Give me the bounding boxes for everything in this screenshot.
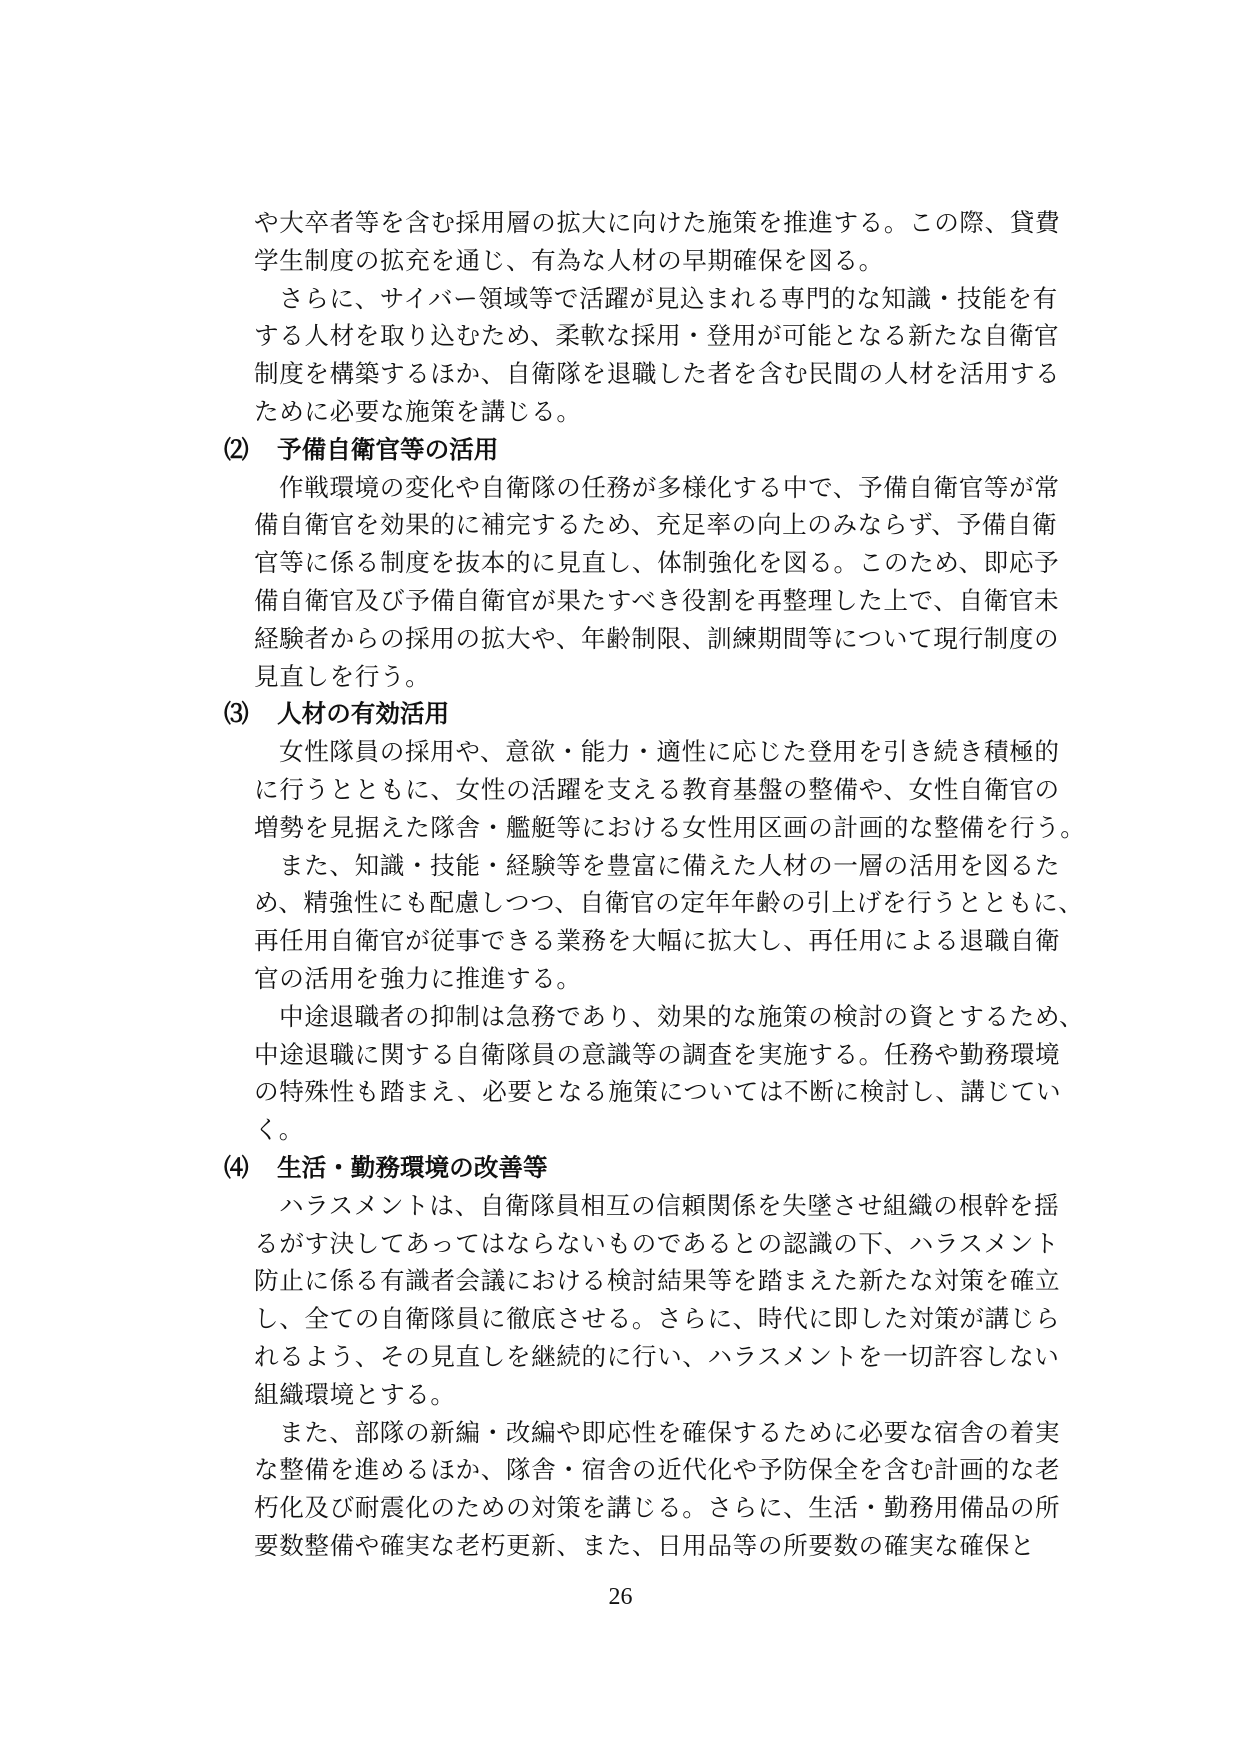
page-number: 26 xyxy=(608,1584,633,1610)
paragraph-line: 官の活用を強力に推進する。 xyxy=(254,963,582,993)
paragraph xyxy=(254,469,1060,696)
paragraph xyxy=(254,998,1085,1149)
paragraph-line: さらに、サイバー領域等で活躍が見込まれる専門的な知識・技能を有 xyxy=(279,283,1058,313)
paragraph-line: 増勢を見据えた隊舎・艦艇等における女性用区画の計画的な整備を行う。 xyxy=(254,812,1086,842)
paragraph-line: 備自衛官及び予備自衛官が果たすべき役割を再整理した上で、自衛官未 xyxy=(254,585,1060,615)
paragraph-line: また、部隊の新編・改編や即応性を確保するために必要な宿舎の着実 xyxy=(279,1417,1061,1447)
paragraph-line: 備自衛官を効果的に補完するため、充足率の向上のみならず、予備自衛 xyxy=(254,510,1058,540)
paragraph-line: 制度を構築するほか、自衛隊を退職した者を含む民間の人材を活用する xyxy=(254,359,1061,389)
paragraph-line: 朽化及び耐震化のための対策を講じる。さらに、生活・勤務用備品の所 xyxy=(254,1493,1061,1523)
paragraph-line: ために必要な施策を講じる。 xyxy=(254,396,582,426)
paragraph-line: 中途退職に関する自衛隊員の意識等の調査を実施する。任務や勤務環境 xyxy=(254,1039,1061,1069)
paragraph-line: 要数整備や確実な老朽更新、また、日用品等の所要数の確実な確保と xyxy=(254,1530,1036,1560)
paragraph-line: るがす決してあってはならないものであるとの認識の下、ハラスメント xyxy=(254,1228,1060,1258)
paragraph-line: な整備を進めるほか、隊舎・宿舎の近代化や予防保全を含む計画的な老 xyxy=(254,1455,1061,1485)
paragraph-line: め、精強性にも配慮しつつ、自衛官の定年年齢の引上げを行うとともに、 xyxy=(254,888,1084,918)
paragraph-line: 官等に係る制度を抜本的に見直し、体制強化を図る。このため、即応予 xyxy=(254,548,1060,578)
document-body xyxy=(224,204,1086,1565)
paragraph-line: 防止に係る有識者会議における検討結果等を踏まえた新たな対策を確立 xyxy=(254,1266,1061,1296)
paragraph-line: ハラスメントは、自衛隊員相互の信頼関係を失墜させ組織の根幹を揺 xyxy=(279,1190,1060,1220)
paragraph xyxy=(254,847,1084,998)
paragraph-line: や大卒者等を含む採用層の拡大に向けた施策を推進する。この際、貸費 xyxy=(254,208,1061,237)
section-heading xyxy=(224,431,1054,469)
section-number: ⑵ xyxy=(224,434,249,464)
paragraph xyxy=(254,1414,1061,1565)
paragraph-line: 経験者からの採用の拡大や、年齢制限、訓練期間等について現行制度の xyxy=(254,623,1060,653)
section-title: 生活・勤務環境の改善等 xyxy=(277,1152,548,1182)
paragraph xyxy=(254,1187,1061,1414)
paragraph-line: 作戦環境の変化や自衛隊の任務が多様化する中で、予備自衛官等が常 xyxy=(279,472,1060,502)
paragraph xyxy=(254,733,1086,846)
paragraph-line: 中途退職者の抑制は急務であり、効果的な施策の検討の資とするため、 xyxy=(279,1001,1085,1031)
section-number: ⑷ xyxy=(224,1152,249,1182)
paragraph-line: に行うとともに、女性の活躍を支える教育基盤の整備や、女性自衛官の xyxy=(254,774,1060,804)
section-title: 予備自衛官等の活用 xyxy=(277,434,499,464)
paragraph-line: 学生制度の拡充を通じ、有為な人材の早期確保を図る。 xyxy=(254,245,884,275)
paragraph xyxy=(254,204,1061,280)
paragraph-line: する人材を取り込むため、柔軟な採用・登用が可能となる新たな自衛官 xyxy=(254,321,1060,351)
paragraph-line: 女性隊員の採用や、意欲・能力・適性に応じた登用を引き続き積極的 xyxy=(279,737,1060,767)
paragraph-line: 組織環境とする。 xyxy=(254,1379,456,1409)
paragraph-line: 見直しを行う。 xyxy=(254,661,431,691)
paragraph-line: く。 xyxy=(254,1115,304,1145)
section-number: ⑶ xyxy=(224,699,249,729)
paragraph-line: 再任用自衛官が従事できる業務を大幅に拡大し、再任用による退職自衛 xyxy=(254,926,1061,956)
paragraph-line: の特殊性も踏まえ、必要となる施策については不断に検討し、講じてい xyxy=(254,1077,1062,1107)
paragraph-line: また、知識・技能・経験等を豊富に備えた人材の一層の活用を図るた xyxy=(279,850,1061,880)
paragraph-line: し、全ての自衛隊員に徹底させる。さらに、時代に即した対策が講じら xyxy=(254,1304,1061,1334)
paragraph-line: れるよう、その見直しを継続的に行い、ハラスメントを一切許容しない xyxy=(254,1341,1060,1371)
section-heading xyxy=(224,695,1054,733)
paragraph xyxy=(254,280,1061,431)
section-heading xyxy=(224,1149,1054,1187)
section-title: 人材の有効活用 xyxy=(277,699,450,729)
